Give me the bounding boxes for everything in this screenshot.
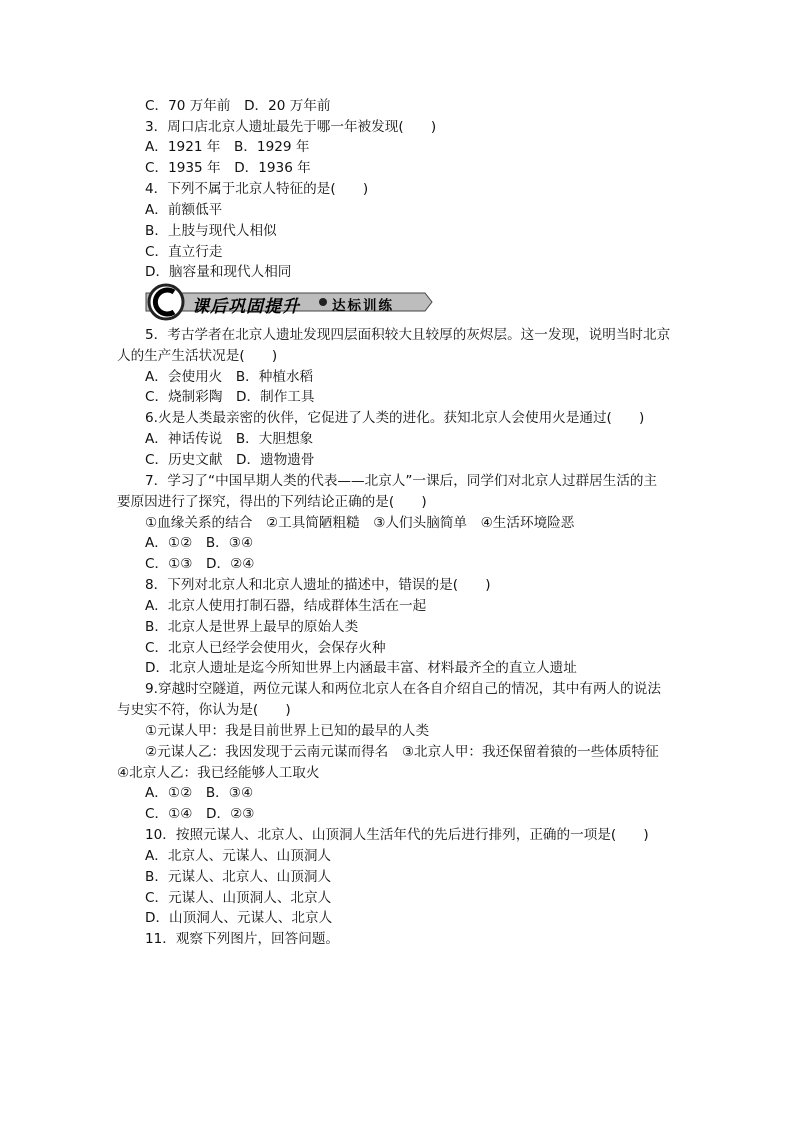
option-line: A．北京人使用打制石器，结成群体生活在一起 xyxy=(145,598,427,614)
option-line: A．①② B．③④ xyxy=(145,535,254,551)
option-line: A．①② B．③④ xyxy=(145,785,254,801)
question-10: 10．按照元谋人、北京人、山顶洞人生活年代的先后进行排列，正确的一项是( ) xyxy=(145,827,649,843)
option-line: A．会使用火 B．种植水稻 xyxy=(145,369,314,385)
text-line: 要原因进行了探究，得出的下列结论正确的是( ) xyxy=(117,494,427,510)
option-line: D．北京人遗址是迄今所知世界上内涵最丰富、材料最齐全的直立人遗址 xyxy=(145,660,577,676)
option-line: C．历史文献 D．遗物遗骨 xyxy=(145,452,315,468)
option-line: C．①④ D．②③ xyxy=(145,806,255,822)
question-8: 8．下列对北京人和北京人遗址的描述中，错误的是( ) xyxy=(145,577,491,593)
question-3: 3．周口店北京人遗址最先于哪一年被发现( ) xyxy=(145,119,437,135)
question-9: 9.穿越时空隧道，两位元谋人和两位北京人在各自介绍自己的情况，其中有两人的说法 xyxy=(145,681,661,697)
option-line: C．①③ D．②④ xyxy=(145,556,255,572)
option-line: D．脑容量和现代人相同 xyxy=(145,264,292,280)
text-line: ④北京人乙：我已经能够人工取火 xyxy=(117,765,320,781)
question-5: 5．考古学者在北京人遗址发现四层面积较大且较厚的灰烬层。这一发现，说明当时北京 xyxy=(145,327,671,343)
text-line: ①元谋人甲：我是目前世界上已知的最早的人类 xyxy=(145,723,430,739)
option-line: A．1921 年 B．1929 年 xyxy=(145,139,310,155)
text-line: C．70 万年前 D．20 万年前 xyxy=(145,98,331,114)
option-line: C．直立行走 xyxy=(145,244,223,260)
option-line: A．前额低平 xyxy=(145,202,223,218)
question-11: 11．观察下列图片，回答问题。 xyxy=(145,931,340,947)
option-line: C．烧制彩陶 D．制作工具 xyxy=(145,389,315,405)
option-line: A．神话传说 B．大胆想象 xyxy=(145,431,314,447)
question-7: 7．学习了“中国早期人类的代表——北京人”一课后，同学们对北京人过群居生活的主 xyxy=(145,473,658,489)
section-banner xyxy=(140,283,436,321)
option-line: A．北京人、元谋人、山顶洞人 xyxy=(145,848,332,864)
option-line: B．上肢与现代人相似 xyxy=(145,223,277,239)
text-line: 与史实不符，你认为是( ) xyxy=(117,702,291,718)
option-line: C．1935 年 D．1936 年 xyxy=(145,160,311,176)
option-line: D．山顶洞人、元谋人、北京人 xyxy=(145,910,333,926)
text-line: ①血缘关系的结合 ②工具简陋粗糙 ③人们头脑简单 ④生活环境险恶 xyxy=(145,515,575,531)
question-6: 6.火是人类最亲密的伙伴，它促进了人类的进化。获知北京人会使用火是通过( ) xyxy=(145,410,645,426)
banner-title: 课后巩固提升 xyxy=(192,297,300,317)
option-line: B．北京人是世界上最早的原始人类 xyxy=(145,619,359,635)
option-line: C．北京人已经学会使用火，会保存火种 xyxy=(145,640,386,656)
option-line: B．元谋人、北京人、山顶洞人 xyxy=(145,869,332,885)
text-line: 人的生产生活状况是( ) xyxy=(117,348,278,364)
question-4: 4．下列不属于北京人特征的是( ) xyxy=(145,181,369,197)
text-line: ②元谋人乙：我因发现于云南元谋而得名 ③北京人甲：我还保留着猿的一些体质特征 xyxy=(145,744,659,760)
option-line: C．元谋人、山顶洞人、北京人 xyxy=(145,890,332,906)
banner-subtitle: 达标训练 xyxy=(332,298,394,314)
